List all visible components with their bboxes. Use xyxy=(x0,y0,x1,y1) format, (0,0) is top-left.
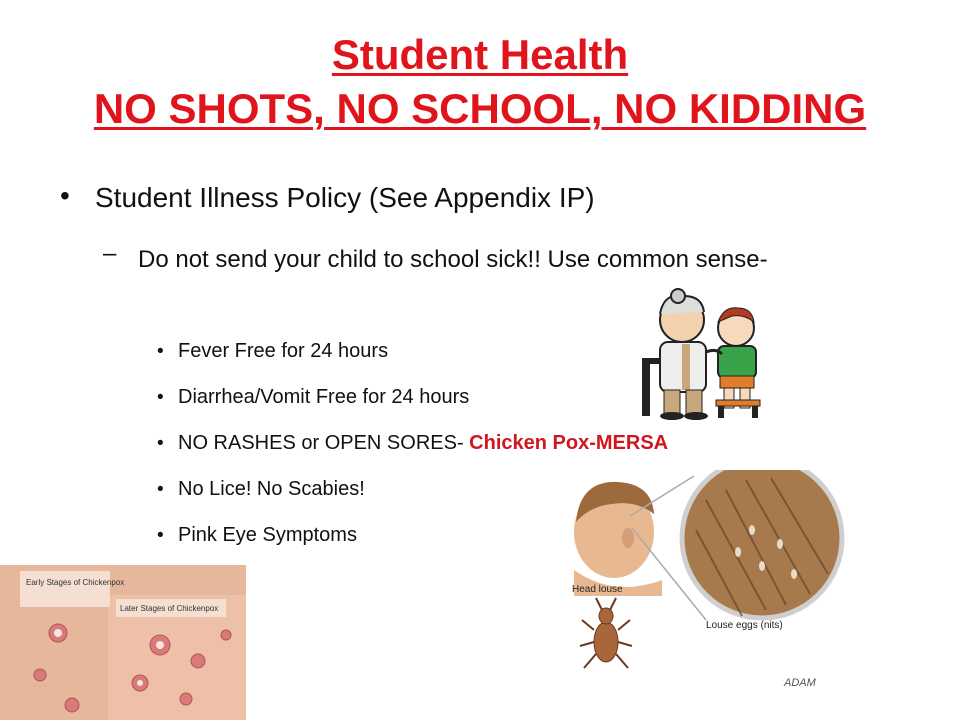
label-early-stages: Early Stages of Chickenpox xyxy=(26,578,125,587)
head-lice-image xyxy=(566,470,868,696)
item-rashes-highlight: Chicken Pox-MERSA xyxy=(469,432,669,454)
item-fever: Fever Free for 24 hours xyxy=(178,340,389,362)
dash-icon: – xyxy=(103,240,117,267)
bullet-dot-icon: • xyxy=(157,341,164,362)
bullet-dot-icon: • xyxy=(157,387,164,408)
chickenpox-image xyxy=(0,565,246,720)
item-diarrhea: Diarrhea/Vomit Free for 24 hours xyxy=(178,386,470,408)
bullet-dot-icon: • xyxy=(60,180,70,211)
item-rashes xyxy=(178,432,668,455)
label-head-louse: Head louse xyxy=(572,584,623,595)
item-lice: No Lice! No Scabies! xyxy=(178,478,365,500)
doctor-child-cartoon xyxy=(638,288,768,420)
label-later-stages: Later Stages of Chickenpox xyxy=(120,604,219,613)
main-bullet: Student Illness Policy (See Appendix IP) xyxy=(95,182,595,213)
bullet-dot-icon: • xyxy=(157,433,164,454)
title-line-2: NO SHOTS, NO SCHOOL, NO KIDDING xyxy=(93,85,867,132)
item-rashes-text: NO RASHES or OPEN SORES- xyxy=(178,432,470,454)
title-line-1: Student Health xyxy=(331,31,629,78)
bullet-dot-icon: • xyxy=(157,479,164,500)
slide-title xyxy=(0,28,960,136)
adam-credit: ADAM xyxy=(784,677,816,689)
sub-bullet: Do not send your child to school sick!! Use common sense- xyxy=(138,246,768,273)
item-pink-eye: Pink Eye Symptoms xyxy=(178,524,357,546)
bullet-dot-icon: • xyxy=(157,525,164,546)
label-louse-eggs: Louse eggs (nits) xyxy=(706,620,783,631)
